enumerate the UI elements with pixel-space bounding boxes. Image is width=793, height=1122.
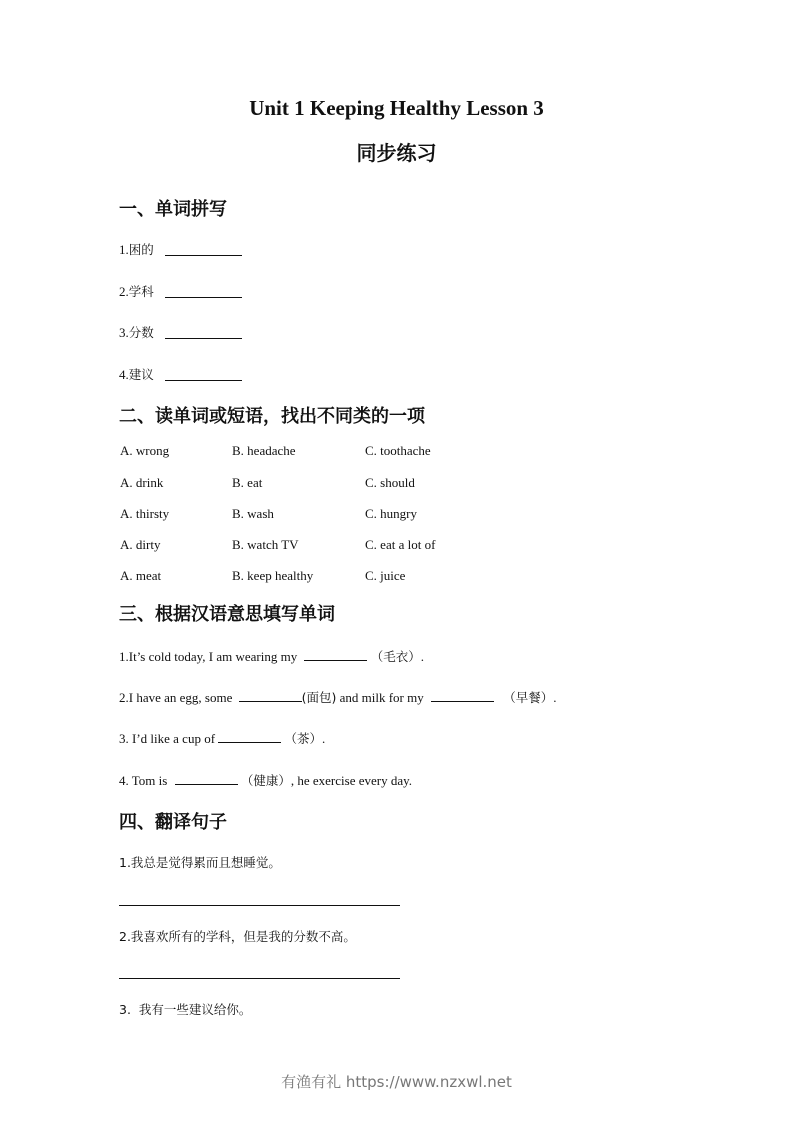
option-a: A. wrong: [120, 443, 170, 458]
item-prompt: 建议: [128, 367, 154, 382]
sentence-start: 1.It’s cold today, I am wearing my: [119, 649, 298, 664]
item-prompt: 困的: [128, 242, 154, 257]
answer-blank[interactable]: [175, 772, 238, 785]
item-prompt: 学科: [128, 284, 154, 299]
option-c: C. hungry: [365, 506, 417, 521]
answer-blank[interactable]: [304, 648, 367, 661]
spelling-item-1: [119, 240, 154, 258]
fill-item-4: [119, 771, 412, 789]
answer-blank[interactable]: [165, 368, 242, 381]
sentence-middle: and milk for my: [336, 690, 424, 705]
sentence-start: 2.I have an egg, some: [119, 690, 233, 705]
option-c: C. should: [365, 475, 415, 490]
hint: （毛衣）: [370, 649, 421, 664]
item-prompt: 分数: [128, 325, 154, 340]
sentence-end: .: [420, 649, 424, 664]
translate-item-3: 3. 我有一些建议给你。: [119, 1002, 252, 1017]
fill-item-1: [119, 647, 424, 665]
sentence-start: 3. I’d like a cup of: [119, 731, 216, 746]
item-number: 4.: [119, 367, 129, 382]
sentence-start: 4. Tom is: [119, 773, 168, 788]
hint: （早餐）: [503, 690, 554, 705]
translate-item-1: 1.我总是觉得累而且想睡觉。: [119, 855, 281, 870]
option-a: A. thirsty: [120, 506, 170, 521]
sentence-end: , he exercise every day.: [290, 773, 413, 788]
section-2-heading: 二、读单词或短语，找出不同类的一项: [119, 406, 425, 427]
answer-line[interactable]: [119, 905, 400, 906]
page-title: Unit 1 Keeping Healthy Lesson 3: [249, 96, 544, 120]
answer-blank[interactable]: [239, 689, 302, 702]
answer-blank[interactable]: [165, 243, 242, 256]
hint: (面包): [301, 690, 337, 705]
answer-line[interactable]: [119, 978, 400, 979]
answer-blank[interactable]: [431, 689, 494, 702]
answer-blank[interactable]: [165, 285, 242, 298]
answer-blank[interactable]: [165, 326, 242, 339]
sentence-end: .: [553, 690, 557, 705]
page-subtitle: 同步练习: [356, 141, 437, 165]
option-c: C. eat a lot of: [365, 537, 436, 552]
answer-blank[interactable]: [218, 730, 281, 743]
fill-item-3: [119, 729, 325, 747]
section-4-heading: 四、翻译句子: [119, 812, 227, 833]
option-b: B. headache: [232, 443, 296, 458]
hint: （健康）: [240, 773, 291, 788]
fill-item-2: [119, 688, 557, 706]
hint: （茶）: [284, 731, 323, 746]
sentence-end: .: [322, 731, 326, 746]
option-b: B. keep healthy: [232, 568, 314, 583]
spelling-item-2: [119, 282, 154, 300]
section-1-heading: 一、单词拼写: [119, 199, 227, 220]
translate-item-2: 2.我喜欢所有的学科，但是我的分数不高。: [119, 929, 356, 944]
item-number: 2.: [119, 284, 129, 299]
option-c: C. juice: [365, 568, 406, 583]
spelling-item-4: [119, 365, 154, 383]
item-number: 3.: [119, 325, 129, 340]
option-b: B. watch TV: [232, 537, 299, 552]
option-a: A. drink: [120, 475, 164, 490]
option-c: C. toothache: [365, 443, 431, 458]
item-number: 1.: [119, 242, 129, 257]
option-a: A. meat: [120, 568, 162, 583]
spelling-item-3: [119, 323, 154, 341]
option-a: A. dirty: [120, 537, 161, 552]
section-3-heading: 三、根据汉语意思填写单词: [119, 604, 335, 625]
option-b: B. wash: [232, 506, 274, 521]
option-b: B. eat: [232, 475, 263, 490]
watermark: 有渔有礼 https://www.nzxwl.net: [281, 1073, 512, 1091]
